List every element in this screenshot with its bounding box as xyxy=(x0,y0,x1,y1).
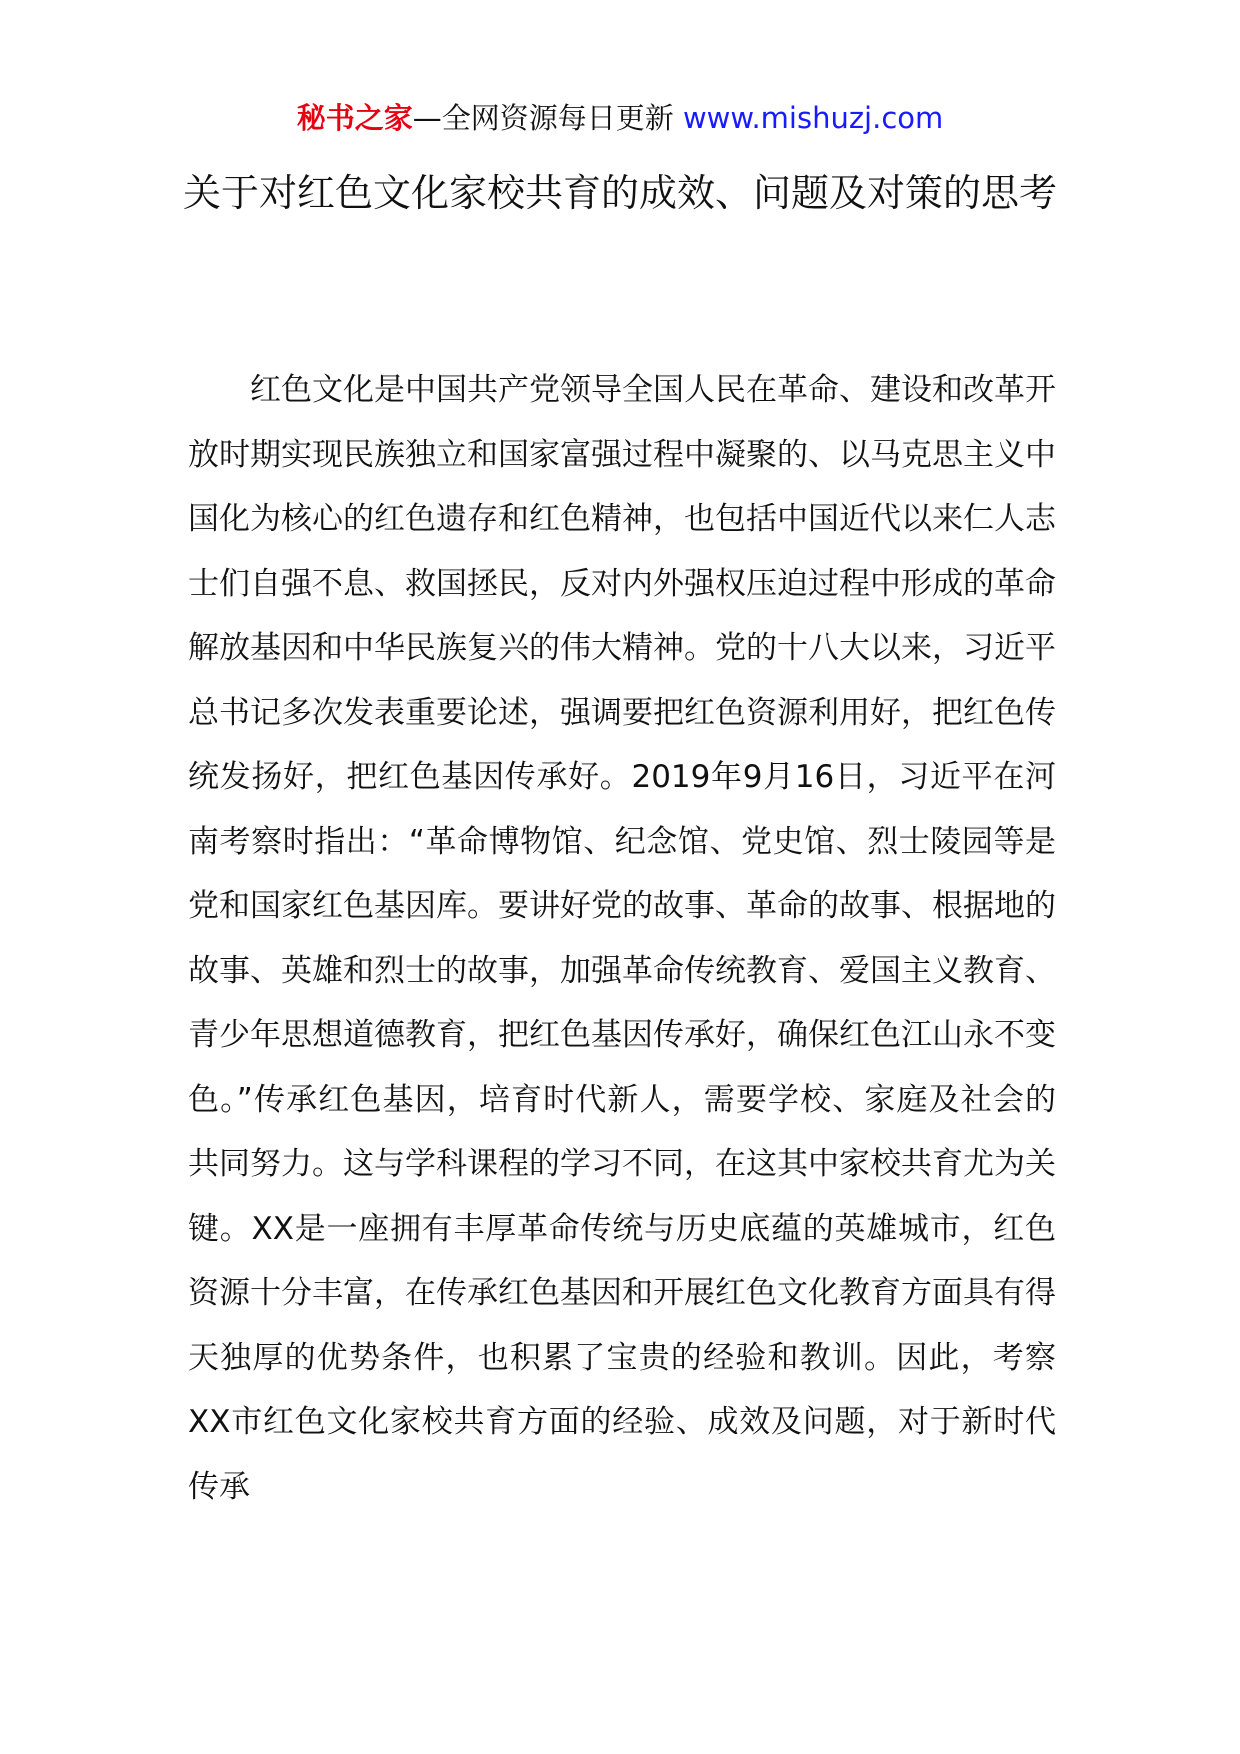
site-url-link[interactable]: www.mishuzj.com xyxy=(682,101,944,135)
body-paragraph: 红色文化是中国共产党领导全国人民在革命、建设和改革开放时期实现民族独立和国家富强过程中凝聚的、以马克思主义中国化为核心的红色遗存和红色精神，也包括中国近代以来仁人志士们自强不息、救国拯民，反对内外强权压迫过程中形成的革命解放基因和中华民族复兴的伟大精神。党的十八大以来，习近平总书记多次发表重要论述，强调要把红色资源利用好，把红色传统发扬好，把红色基因传承好。2019年9月16日，习近平在河南考察时指出：“革命博物馆、纪念馆、党史馆、烈士陵园等是党和国家红色基因库。要讲好党的故事、革命的故事、根据地的故事、英雄和烈士的故事，加强革命传统教育、爱国主义教育、青少年思想道德教育，把红色基因传承好，确保红色江山永不变色。”传承红色基因，培育时代新人，需要学校、家庭及社会的共同努力。这与学科课程的学习不同，在这其中家校共育尤为关键。XX是一座拥有丰厚革命传统与历史底蕴的英雄城市，红色资源十分丰富，在传承红色基因和开展红色文化教育方面具有得天独厚的优势条件，也积累了宝贵的经验和教训。因此，考察XX市红色文化家校共育方面的经验、成效及问题，对于新时代传承 xyxy=(188,372,1056,1505)
site-slogan: —全网资源每日更新 xyxy=(412,101,674,135)
site-name: 秘书之家 xyxy=(296,101,413,135)
document-title: 关于对红色文化家校共育的成效、问题及对策的思考 xyxy=(182,171,1057,215)
site-header xyxy=(0,98,1240,138)
